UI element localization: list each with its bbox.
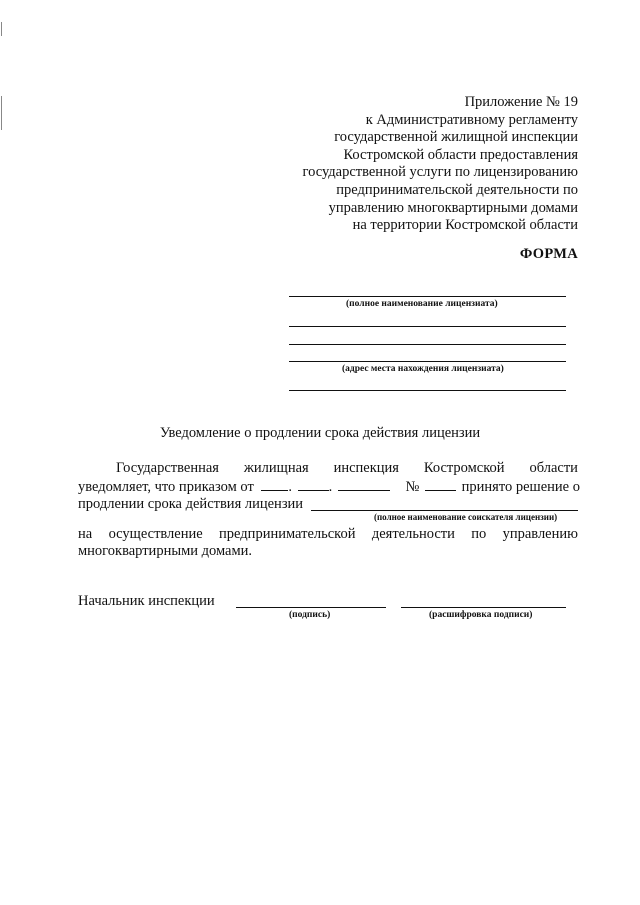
notice-word: осуществление [108,526,203,542]
appendix-line: предпринимательской деятельности по [336,181,578,198]
signature-name-line[interactable] [401,607,566,608]
notice-word: области [529,460,578,476]
licensee-address-line[interactable] [289,361,566,362]
appendix-line: государственной жилищной инспекции [334,129,578,146]
notice-word: жилищная [243,460,309,476]
signature-line[interactable] [236,607,386,608]
notice-word: деятельности [371,526,455,542]
notice-text: уведомляет, что приказом от [78,479,254,495]
notice-line-5 [78,543,578,560]
scan-edge-mark [1,22,2,36]
notice-text: многоквартирными домами. [78,543,253,559]
notice-word: инспекция [333,460,399,476]
notice-line-4 [78,526,578,543]
appendix-line: Приложение № 19 [464,94,578,110]
notice-title: Уведомление о продлении срока действия лицензии [159,425,481,441]
signature-name-caption: (расшифровка подписи) [429,610,533,620]
licensee-name-line-2[interactable] [289,326,566,327]
notice-word: по [471,526,487,542]
licensee-name-line[interactable] [289,296,566,297]
licensee-name-line-3[interactable] [289,344,566,345]
appendix-line: Костромской области предоставления [343,146,578,163]
notice-word: управлению [502,526,578,542]
scan-edge-mark [1,96,2,130]
order-month-field[interactable] [298,478,329,491]
notice-word: на [78,526,93,542]
licensee-address-caption: (адрес места нахождения лицензиата) [342,364,504,374]
notice-text: продлении срока действия лицензии [78,496,304,512]
number-sign: № [405,479,420,495]
appendix-header [248,94,578,235]
licensee-name-caption: (полное наименование лицензиата) [346,299,498,309]
notice-word: Государственная [116,460,219,476]
notice-line-2 [78,478,578,496]
notice-text: принято решение о [461,479,580,495]
appendix-line: государственной услуги по лицензированию [302,164,578,181]
notice-word: Костромской [423,460,505,476]
signature-role: Начальник инспекции [78,593,215,609]
applicant-name-caption: (полное наименование соискателя лицензии) [374,512,558,522]
notice-line-1 [116,460,578,477]
appendix-line: на территории Костромской области [352,217,578,234]
signature-caption: (подпись) [289,610,331,620]
date-separator: . [328,479,333,495]
applicant-name-line[interactable] [311,510,578,511]
date-separator: . [288,479,293,495]
licensee-address-line-2[interactable] [289,390,566,391]
appendix-line: к Административному регламенту [365,111,578,128]
form-label: ФОРМА [519,246,578,262]
appendix-line: управлению многоквартирными домами [328,199,578,216]
order-number-field[interactable] [425,478,456,491]
order-year-field[interactable] [338,478,390,491]
order-day-field[interactable] [261,478,288,491]
notice-word: предпринимательской [219,526,356,542]
